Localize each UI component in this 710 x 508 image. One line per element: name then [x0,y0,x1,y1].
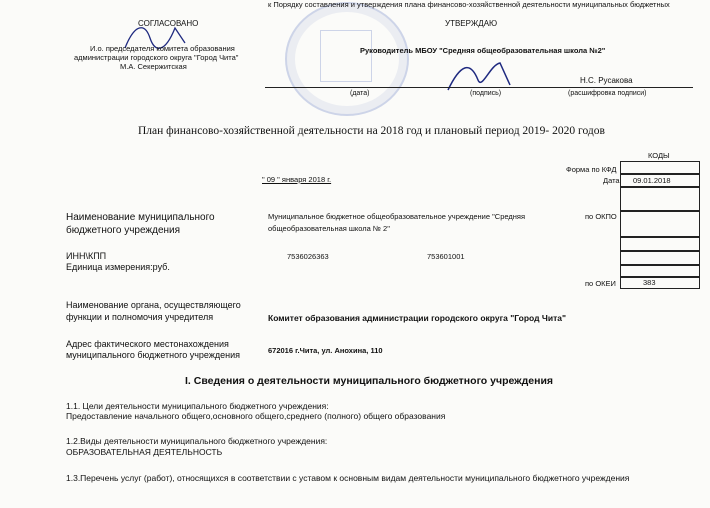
left-approval-line1: И.о. председателя комитета образования [90,44,235,53]
stamp-emblem [320,30,372,82]
date-label: Дата [603,176,620,185]
okpo-label: по ОКПО [585,212,617,221]
codes-okei-cell [620,277,700,289]
okei-value: 383 [643,278,656,287]
section1-p3-title: 1.3.Перечень услуг (работ), относящихся в соответствии с уставом к основным видам деятельности муниципального бюджетного учреждения [66,473,630,483]
left-approval-title: СОГЛАСОВАНО [138,19,199,28]
section1-p1-text: Предоставление начального общего,основного общего,среднего (полного) общего образования [66,411,446,421]
inn-kpp-label: ИНН\КПП [66,251,107,261]
right-approval-head: Руководитель МБОУ "Средняя общеобразовательная школа №2" [360,46,606,55]
left-approval-line2: администрации городского округа "Город Чита" [74,53,239,62]
date-value: 09.01.2018 [633,176,671,185]
founder-label-line1: Наименование органа, осуществляющего [66,300,241,310]
section1-p1-title: 1.1. Цели деятельности муниципального бюджетного учреждения: [66,401,329,411]
section1-title: I. Сведения о деятельности муниципального бюджетного учреждения [185,375,554,387]
main-title: План финансово-хозяйственной деятельности на 2018 год и плановый период 2019- 2020 годов [138,125,605,137]
codes-date-cell [620,174,700,187]
codes-form-cell [620,161,700,174]
institution-value-line2: общеобразовательная школа № 2" [268,224,390,233]
right-approval-name: Н.С. Русакова [580,76,633,85]
section1-p2-text: ОБРАЗОВАТЕЛЬНАЯ ДЕЯТЕЛЬНОСТЬ [66,447,223,457]
unit-label: Единица измерения:руб. [66,262,170,272]
left-approval-line3: М.А. Секержитская [120,62,187,71]
institution-label-line2: бюджетного учреждения [66,225,181,236]
inn-value: 7536026363 [287,252,329,261]
caption-signature: (подпись) [470,90,502,97]
document-date: " 09 " января 2018 г. [262,175,332,184]
founder-value: Комитет образования администрации городского округа "Город Чита" [268,313,566,323]
caption-date: (дата) [350,90,370,97]
address-value: 672016 г.Чита, ул. Анохина, 110 [268,346,383,355]
address-label-line2: муниципального бюджетного учреждения [66,350,240,360]
institution-value-line1: Муниципальное бюджетное общеобразовательное учреждение "Средняя [268,212,526,221]
institution-label-line1: Наименование муниципального [66,212,215,223]
caption-decoding: (расшифровка подписи) [568,90,647,97]
kpp-value: 753601001 [427,252,465,261]
right-approval-title: УТВЕРЖДАЮ [445,19,498,28]
founder-label-line2: функции и полномочия учредителя [66,312,214,322]
top-note: к Порядку составления и утверждения плана финансово-хозяйственной деятельности муниципальных бюджетных [268,0,670,9]
form-kfd-label: Форма по КФД [566,165,617,174]
codes-okpo-cell [620,211,700,237]
signature-line [265,87,693,88]
okei-label: по ОКЕИ [585,279,616,288]
section1-p2-title: 1.2.Виды деятельности муниципального бюджетного учреждения: [66,436,328,446]
address-label-line1: Адрес фактического местонахождения [66,339,229,349]
codes-header: КОДЫ [648,151,670,160]
